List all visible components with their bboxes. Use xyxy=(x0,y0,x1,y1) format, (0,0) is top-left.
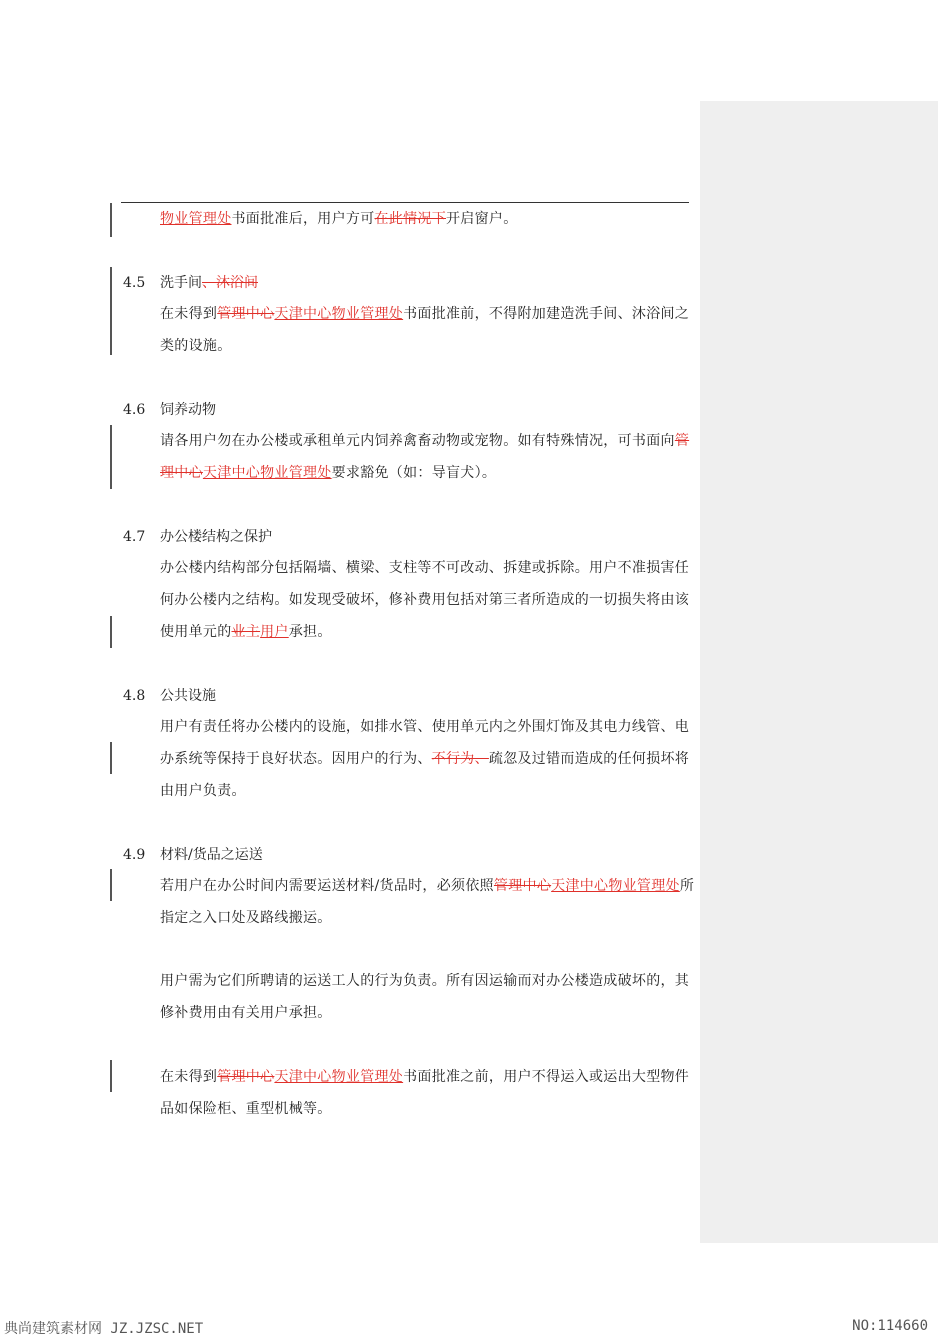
section-title: 饲养动物 xyxy=(160,402,216,418)
change-bar xyxy=(110,616,112,648)
body-text: 书面批准后，用户方可 xyxy=(231,211,375,227)
body-text: 书面批准之前，用户不得运入或运出大型物件 xyxy=(403,1069,690,1085)
deleted-text: 管理中心 xyxy=(217,1069,275,1085)
body-text: 若用户在办公时间内需要运送材料/货品时，必须依照 xyxy=(160,878,494,894)
paragraph-line xyxy=(160,1067,689,1087)
deleted-text: 管理中心 xyxy=(217,306,275,322)
inserted-text: 用户 xyxy=(260,624,289,640)
inserted-text: 天津中心物业管理处 xyxy=(274,306,404,322)
paragraph-line: 办公楼内结构部分包括隔墙、横梁、支柱等不可改动、拆建或拆除。用户不准损害任 xyxy=(160,560,690,576)
inserted-text: 天津中心物业管理处 xyxy=(202,465,332,481)
body-text: 书面批准前，不得附加建造洗手间、沐浴间之 xyxy=(403,306,690,322)
deleted-text: 不行为、 xyxy=(431,751,489,767)
change-bar xyxy=(110,203,112,237)
change-bar xyxy=(110,869,112,901)
deleted-text: 、沐浴间 xyxy=(202,275,258,291)
body-text: 在未得到 xyxy=(160,1069,218,1085)
footer-watermark: 典尚建筑素材网 JZ.JZSC.NET xyxy=(4,1321,204,1337)
section-number: 4.8 xyxy=(123,688,146,704)
body-text: 请各用户勿在办公楼或承租单元内饲养禽畜动物或宠物。如有特殊情况，可书面向 xyxy=(160,433,675,449)
inserted-text: 天津中心物业管理处 xyxy=(274,1069,404,1085)
paragraph-line xyxy=(160,463,496,483)
header-rule xyxy=(121,202,689,203)
paragraph-line xyxy=(160,876,694,896)
paragraph-line xyxy=(160,749,689,769)
footer-doc-number: NO:114660 xyxy=(852,1318,928,1334)
body-text: 要求豁免（如：导盲犬）。 xyxy=(331,465,497,481)
paragraph-line: 品如保险柜、重型机械等。 xyxy=(160,1101,332,1117)
section-title: 公共设施 xyxy=(160,688,216,704)
body-text: 所 xyxy=(679,878,695,894)
paragraph-line xyxy=(160,304,689,324)
deleted-text: 理中心 xyxy=(160,465,203,481)
inserted-text: 天津中心物业管理处 xyxy=(551,878,680,894)
body-text: 疏忽及过错而造成的任何损坏将 xyxy=(488,751,690,767)
paragraph-line: 何办公楼内之结构。如发现受破坏，修补费用包括对第三者所造成的一切损失将由该 xyxy=(160,592,690,608)
section-title: 材料/货品之运送 xyxy=(160,847,263,863)
paragraph-line: 由用户负责。 xyxy=(160,783,246,799)
title-text: 洗手间 xyxy=(160,275,202,291)
paragraph-line: 用户需为它们所聘请的运送工人的行为负责。所有因运输而对办公楼造成破坏的，其 xyxy=(160,973,690,989)
change-bar xyxy=(110,1060,112,1092)
deleted-text: 管 xyxy=(674,433,690,449)
section-number: 4.9 xyxy=(123,847,146,863)
body-text: 开启窗户。 xyxy=(446,211,518,227)
paragraph-line: 类的设施。 xyxy=(160,338,232,354)
paragraph-line: 指定之入口处及路线搬运。 xyxy=(160,910,332,926)
section-title xyxy=(160,273,258,293)
section-number: 4.6 xyxy=(123,402,146,418)
body-text: 办系统等保持于良好状态。因用户的行为、 xyxy=(160,751,432,767)
markup-pane xyxy=(700,101,938,1243)
body-text: 使用单元的 xyxy=(160,624,232,640)
change-bar xyxy=(110,425,112,489)
paragraph-line: 用户有责任将办公楼内的设施，如排水管、使用单元内之外围灯饰及其电力线管、电 xyxy=(160,719,690,735)
paragraph-line xyxy=(160,622,332,642)
change-bar xyxy=(110,742,112,774)
intro-line xyxy=(160,209,518,229)
deleted-text: 管理中心 xyxy=(493,878,552,894)
paragraph-line xyxy=(160,431,689,451)
change-bar xyxy=(110,267,112,355)
section-title: 办公楼结构之保护 xyxy=(160,529,272,545)
deleted-text: 业主 xyxy=(231,624,261,640)
body-text: 承担。 xyxy=(288,624,332,640)
inserted-text: 物业管理处 xyxy=(160,211,232,227)
section-number: 4.5 xyxy=(123,275,146,291)
body-text: 在未得到 xyxy=(160,306,218,322)
deleted-text: 在此情况下 xyxy=(374,211,446,227)
paragraph-line: 修补费用由有关用户承担。 xyxy=(160,1005,332,1021)
section-number: 4.7 xyxy=(123,529,146,545)
